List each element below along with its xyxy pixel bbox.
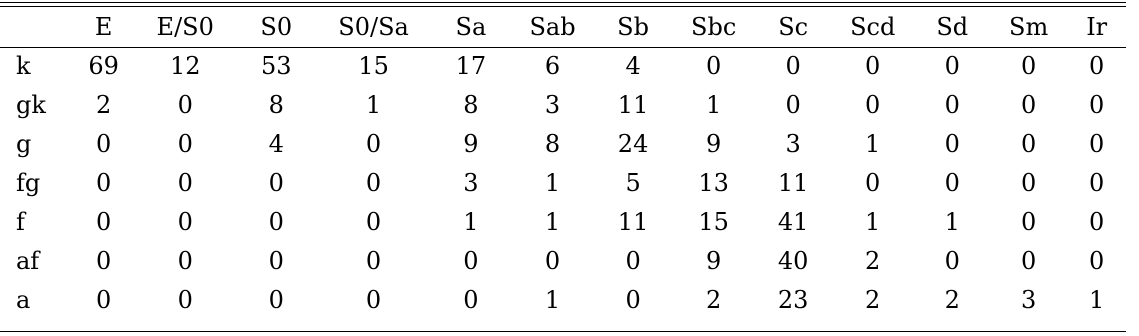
- table-cell: 41: [777, 208, 809, 236]
- table-header: [0, 8, 1126, 47]
- table-cell: 2: [706, 286, 722, 314]
- table-cell: 1: [944, 208, 960, 236]
- table-cell: 8: [268, 91, 284, 119]
- table-cell: 1: [544, 286, 561, 314]
- table-cell: 11: [617, 208, 649, 236]
- table-cell: 8: [463, 91, 479, 119]
- table-cell: 12: [169, 52, 201, 80]
- column-header: Sa: [455, 13, 487, 41]
- table-cell: 0: [463, 247, 479, 275]
- table-cell: 9: [463, 130, 479, 158]
- table-cell: 0: [944, 91, 960, 119]
- table-cell: 0: [95, 286, 112, 314]
- table-top-rule-inner: [0, 6, 1126, 7]
- table-cell: 3: [785, 130, 801, 158]
- table-cell: 13: [698, 169, 729, 197]
- table-cell: 1: [865, 208, 881, 236]
- table-cell: 4: [625, 52, 641, 80]
- table-cell: 23: [777, 286, 809, 314]
- table-cell: 0: [268, 247, 284, 275]
- row-label: af: [16, 247, 40, 275]
- table-cell: 15: [358, 52, 389, 80]
- table-cell: 0: [95, 247, 112, 275]
- header-row: [0, 8, 1126, 47]
- table-cell: 0: [177, 247, 193, 275]
- table-cell: 2: [95, 91, 112, 119]
- table-cell: 0: [177, 169, 193, 197]
- table-cell: 0: [785, 52, 801, 80]
- table-cell: 0: [365, 247, 382, 275]
- table-cell: 0: [177, 91, 193, 119]
- column-header: Scd: [850, 13, 896, 41]
- row-label: gk: [16, 91, 46, 119]
- table-cell: 0: [365, 286, 382, 314]
- table-cell: 0: [1089, 52, 1105, 80]
- table-cell: 0: [268, 208, 284, 236]
- table-cell: 1: [1089, 286, 1105, 314]
- table-cell: 1: [865, 130, 881, 158]
- column-header: Sm: [1009, 13, 1049, 41]
- table-row: [0, 47, 1126, 86]
- column-header: [0, 8, 73, 47]
- table-cell: 2: [865, 286, 881, 314]
- table-cell: 8: [544, 130, 561, 158]
- table-cell: 0: [95, 169, 112, 197]
- table-cell: 0: [865, 52, 881, 80]
- table-cell: 0: [268, 169, 284, 197]
- table-cell: 0: [1089, 208, 1105, 236]
- table-cell: 1: [544, 208, 561, 236]
- table-bottom-rule: [0, 331, 1126, 332]
- table-cell: 69: [88, 52, 119, 80]
- table-cell: 0: [365, 208, 382, 236]
- table-cell: 0: [268, 286, 284, 314]
- table-cell: 0: [544, 247, 561, 275]
- table-cell: 0: [706, 52, 722, 80]
- column-header: E/S0: [156, 13, 214, 41]
- table-cell: 0: [95, 208, 112, 236]
- row-label: g: [16, 130, 32, 158]
- table-cell: 0: [625, 286, 641, 314]
- table-row: [0, 203, 1126, 242]
- column-header: E: [94, 13, 113, 41]
- table-cell: 3: [463, 169, 479, 197]
- table-cell: 0: [1020, 247, 1037, 275]
- table-row: [0, 281, 1126, 320]
- table-cell: 11: [777, 169, 809, 197]
- table-row: [0, 86, 1126, 125]
- table-cell: 0: [865, 169, 881, 197]
- table-cell: 0: [944, 247, 960, 275]
- table-cell: 0: [785, 91, 801, 119]
- table-cell: 3: [1020, 286, 1037, 314]
- table-cell: 9: [706, 247, 722, 275]
- column-header: Sbc: [691, 13, 737, 41]
- table-cell: 0: [95, 130, 112, 158]
- table-cell: 40: [777, 247, 809, 275]
- table-cell: 0: [1020, 208, 1037, 236]
- table-cell: 0: [865, 91, 881, 119]
- row-label: a: [16, 286, 31, 314]
- row-label: k: [16, 52, 31, 80]
- table-cell: 0: [1089, 130, 1105, 158]
- row-label: fg: [16, 169, 41, 197]
- column-header: S0: [260, 13, 293, 41]
- morphology-table: [0, 8, 1126, 320]
- table-cell: 0: [177, 130, 193, 158]
- table-cell: 0: [1020, 52, 1037, 80]
- table-cell: 6: [544, 52, 561, 80]
- table-top-rule-outer: [0, 2, 1126, 3]
- row-label: f: [16, 208, 25, 236]
- table-cell: 0: [944, 169, 960, 197]
- table-cell: 17: [455, 52, 487, 80]
- table-row: [0, 164, 1126, 203]
- table-cell: 3: [544, 91, 561, 119]
- table-cell: 0: [463, 286, 479, 314]
- table-cell: 0: [944, 52, 960, 80]
- table-cell: 53: [260, 52, 292, 80]
- table-cell: 4: [268, 130, 284, 158]
- table-cell: 0: [1020, 130, 1037, 158]
- column-header: Sab: [529, 13, 576, 41]
- table-cell: 0: [177, 286, 193, 314]
- table-cell: 0: [365, 130, 382, 158]
- table-cell: 0: [625, 247, 641, 275]
- table-cell: 1: [544, 169, 561, 197]
- table-body: [0, 47, 1126, 320]
- column-header: S0/Sa: [338, 13, 409, 41]
- table-cell: 0: [1089, 247, 1105, 275]
- table-cell: 1: [463, 208, 479, 236]
- table-cell: 0: [177, 208, 193, 236]
- table-cell: 11: [617, 91, 649, 119]
- table-row: [0, 125, 1126, 164]
- table-cell: 1: [706, 91, 722, 119]
- table-cell: 1: [365, 91, 382, 119]
- table-cell: 0: [1089, 91, 1105, 119]
- column-header: Sc: [778, 13, 809, 41]
- column-header: Sd: [936, 13, 969, 41]
- table-row: [0, 242, 1126, 281]
- table-cell: 9: [706, 130, 722, 158]
- table-cell: 0: [1020, 91, 1037, 119]
- table-cell: 2: [944, 286, 960, 314]
- table-cell: 0: [1020, 169, 1037, 197]
- column-header: Sb: [617, 13, 649, 41]
- table-cell: 0: [944, 130, 960, 158]
- table-cell: 24: [617, 130, 649, 158]
- table-cell: 15: [698, 208, 729, 236]
- table-cell: 5: [625, 169, 641, 197]
- table-cell: 0: [1089, 169, 1105, 197]
- table-cell: 0: [365, 169, 382, 197]
- column-header: Ir: [1086, 13, 1108, 41]
- table-cell: 2: [865, 247, 881, 275]
